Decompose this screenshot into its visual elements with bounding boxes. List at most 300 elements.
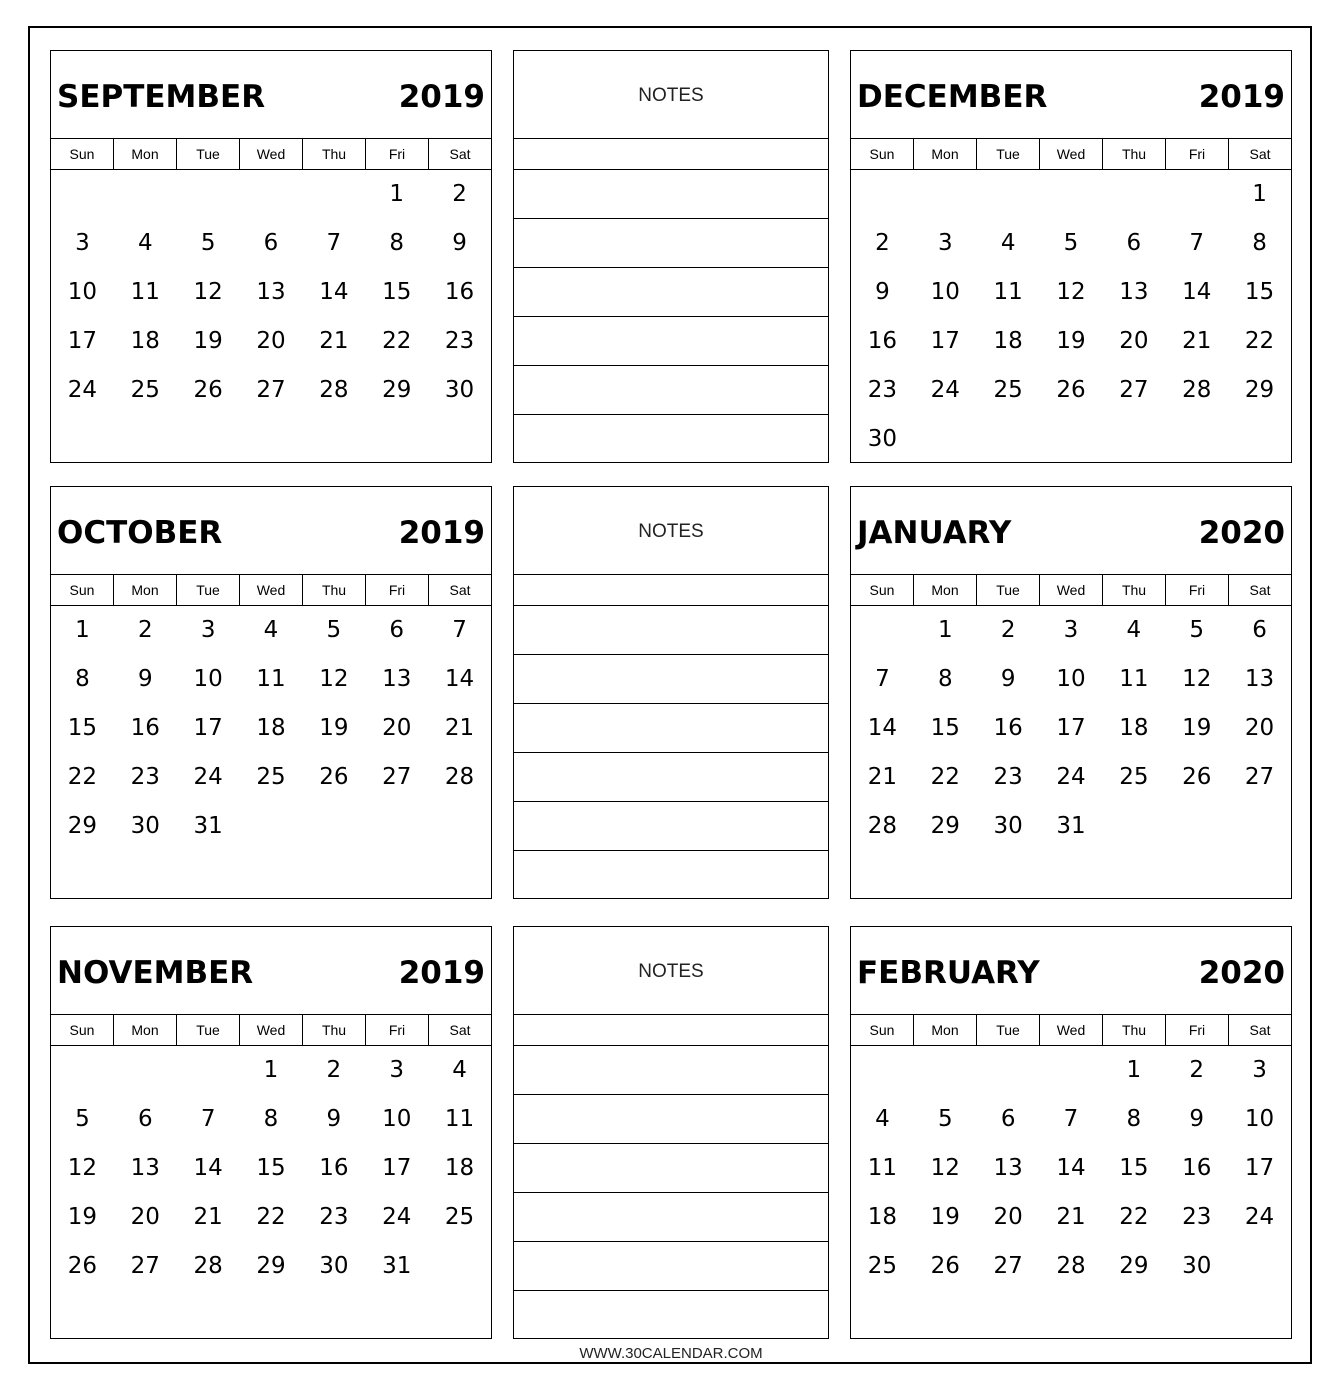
day-cell: 6 <box>1126 230 1142 256</box>
weekday-label: Thu <box>1103 575 1166 605</box>
note-line <box>514 801 828 802</box>
year-label: 2019 <box>1198 79 1285 115</box>
day-cell: 17 <box>1244 1155 1275 1181</box>
day-cell <box>977 170 1040 219</box>
weekday-label: Wed <box>1040 1015 1103 1045</box>
day-cell: 23 <box>867 377 898 403</box>
day-cell: 27 <box>130 1253 160 1279</box>
weekday-label: Fri <box>1166 1015 1229 1045</box>
weekday-label: Tue <box>977 139 1040 169</box>
day-cell: 3 <box>1252 1057 1267 1083</box>
day-cell: 14 <box>1056 1155 1086 1181</box>
day-cell: 20 <box>993 1204 1023 1230</box>
day-cell <box>1228 415 1291 464</box>
day-cell: 10 <box>382 1106 412 1132</box>
calendar-header <box>51 51 491 139</box>
weekday-label: Sat <box>449 146 471 162</box>
day-cell: 10 <box>67 279 98 305</box>
day-cell: 28 <box>193 1253 223 1279</box>
day-cell: 22 <box>1119 1204 1149 1230</box>
day-cell: 14 <box>1182 279 1212 305</box>
calendar-header <box>51 927 491 1015</box>
note-line <box>514 267 828 268</box>
day-cell: 25 <box>130 377 160 403</box>
day-cell: 31 <box>193 813 223 839</box>
weekday-header-row <box>51 575 491 606</box>
day-cell: 8 <box>75 666 90 692</box>
weekday-label: Wed <box>1040 139 1103 169</box>
day-cell: 5 <box>200 230 216 256</box>
day-cell: 18 <box>993 328 1023 354</box>
day-cell: 25 <box>867 1253 898 1279</box>
day-cell: 22 <box>930 764 960 790</box>
day-cell <box>51 170 114 219</box>
notes-panel <box>513 50 829 463</box>
day-cell: 20 <box>256 328 286 354</box>
weekday-header-row <box>51 139 491 170</box>
day-cell: 18 <box>1119 715 1149 741</box>
day-cell <box>302 170 365 219</box>
day-cell: 28 <box>1056 1253 1086 1279</box>
day-cell: 27 <box>993 1253 1023 1279</box>
weekday-label: Wed <box>240 575 303 605</box>
weekday-label: Sun <box>51 1015 114 1045</box>
day-cell: 16 <box>1182 1155 1212 1181</box>
day-cell: 29 <box>382 377 412 403</box>
day-cell: 13 <box>1244 666 1275 692</box>
calendar-header <box>51 487 491 575</box>
day-grid <box>851 1046 1291 1291</box>
month-name: JANUARY <box>857 515 1012 551</box>
day-cell: 7 <box>326 230 342 256</box>
day-cell: 4 <box>875 1106 890 1132</box>
day-cell: 5 <box>1189 617 1205 643</box>
weekday-label: Wed <box>240 1015 303 1045</box>
day-cell: 12 <box>1056 279 1086 305</box>
day-cell: 15 <box>256 1155 286 1181</box>
day-cell: 13 <box>1119 279 1149 305</box>
day-cell: 23 <box>130 764 160 790</box>
day-cell: 24 <box>930 377 960 403</box>
day-grid <box>851 170 1291 464</box>
day-cell: 16 <box>319 1155 349 1181</box>
note-line <box>514 605 828 606</box>
day-cell <box>1165 170 1228 219</box>
note-line <box>514 365 828 366</box>
day-cell: 14 <box>867 715 898 741</box>
day-cell: 9 <box>875 279 890 305</box>
day-cell <box>177 1046 240 1095</box>
weekday-label: Sat <box>1249 582 1271 598</box>
day-cell: 17 <box>1056 715 1086 741</box>
day-cell: 12 <box>319 666 349 692</box>
day-cell: 3 <box>75 230 90 256</box>
day-cell: 22 <box>1244 328 1275 354</box>
day-cell: 5 <box>1063 230 1079 256</box>
note-line <box>514 703 828 704</box>
weekday-label: Mon <box>114 575 177 605</box>
note-line <box>514 1241 828 1242</box>
day-cell: 15 <box>930 715 960 741</box>
day-cell: 17 <box>67 328 98 354</box>
day-cell: 18 <box>256 715 286 741</box>
month-name: DECEMBER <box>857 79 1048 115</box>
day-cell: 28 <box>1182 377 1212 403</box>
day-cell: 28 <box>444 764 475 790</box>
day-cell: 23 <box>993 764 1023 790</box>
day-cell: 1 <box>75 617 90 643</box>
day-cell: 31 <box>1056 813 1086 839</box>
note-line <box>514 414 828 415</box>
notes-header <box>514 51 828 139</box>
day-cell: 9 <box>452 230 467 256</box>
weekday-label: Wed <box>1040 575 1103 605</box>
weekday-label: Sun <box>851 1015 914 1045</box>
day-cell: 23 <box>444 328 475 354</box>
day-cell: 9 <box>326 1106 342 1132</box>
day-cell: 8 <box>389 230 405 256</box>
day-cell: 16 <box>444 279 475 305</box>
weekday-label: Mon <box>914 575 977 605</box>
day-cell: 26 <box>67 1253 98 1279</box>
year-label: 2020 <box>1198 955 1285 991</box>
day-cell: 13 <box>256 279 286 305</box>
day-cell: 19 <box>67 1204 98 1230</box>
day-cell: 2 <box>137 617 153 643</box>
day-cell: 24 <box>1056 764 1086 790</box>
footer-url[interactable]: WWW.30CALENDAR.COM <box>579 1345 763 1362</box>
day-cell: 14 <box>319 279 349 305</box>
note-line <box>514 218 828 219</box>
day-cell: 25 <box>1119 764 1149 790</box>
day-cell: 16 <box>867 328 898 354</box>
day-cell: 10 <box>1244 1106 1275 1132</box>
weekday-label: Sat <box>1249 1022 1271 1038</box>
day-cell: 1 <box>1252 181 1267 207</box>
notes-panel <box>513 926 829 1339</box>
day-cell: 10 <box>1056 666 1086 692</box>
day-cell: 11 <box>1119 666 1149 692</box>
day-cell: 23 <box>319 1204 349 1230</box>
day-cell: 7 <box>1063 1106 1079 1132</box>
day-cell: 24 <box>382 1204 412 1230</box>
day-cell: 29 <box>67 813 98 839</box>
day-cell: 18 <box>867 1204 898 1230</box>
day-cell: 4 <box>1126 617 1142 643</box>
day-cell: 18 <box>444 1155 475 1181</box>
day-cell: 11 <box>867 1155 898 1181</box>
day-cell <box>240 802 303 851</box>
note-line <box>514 654 828 655</box>
day-cell: 27 <box>1119 377 1149 403</box>
weekday-label: Sun <box>51 575 114 605</box>
day-cell: 22 <box>67 764 98 790</box>
day-cell: 14 <box>193 1155 223 1181</box>
day-cell: 5 <box>75 1106 90 1132</box>
day-cell: 24 <box>193 764 223 790</box>
day-cell <box>177 170 240 219</box>
calendar-december <box>850 50 1292 463</box>
weekday-label: Tue <box>177 139 240 169</box>
weekday-label: Tue <box>177 575 240 605</box>
day-cell: 30 <box>319 1253 349 1279</box>
notes-title: NOTES <box>638 961 704 982</box>
day-cell: 8 <box>1252 230 1267 256</box>
month-name: FEBRUARY <box>857 955 1040 991</box>
note-line <box>514 1192 828 1193</box>
day-cell <box>51 1046 114 1095</box>
weekday-label: Fri <box>1166 139 1229 169</box>
day-cell <box>1102 170 1165 219</box>
note-line <box>514 850 828 851</box>
day-cell: 4 <box>1000 230 1016 256</box>
calendar-header <box>851 51 1291 139</box>
weekday-label: Mon <box>114 1015 177 1045</box>
day-cell <box>914 1046 977 1095</box>
weekday-label: Thu <box>1103 139 1166 169</box>
weekday-label: Wed <box>240 139 303 169</box>
day-cell: 14 <box>444 666 475 692</box>
day-cell <box>851 170 914 219</box>
day-cell <box>851 606 914 655</box>
day-grid <box>851 606 1291 851</box>
day-cell: 1 <box>263 1057 279 1083</box>
day-cell: 15 <box>382 279 412 305</box>
day-cell: 17 <box>382 1155 412 1181</box>
day-cell: 2 <box>1000 617 1016 643</box>
notes-panel <box>513 486 829 899</box>
day-grid <box>51 170 491 415</box>
day-cell: 26 <box>319 764 349 790</box>
day-grid <box>51 606 491 851</box>
day-cell: 21 <box>1056 1204 1086 1230</box>
year-label: 2019 <box>398 515 485 551</box>
day-cell: 23 <box>1182 1204 1212 1230</box>
day-cell: 4 <box>452 1057 467 1083</box>
weekday-label: Tue <box>977 575 1040 605</box>
day-cell: 30 <box>867 426 898 452</box>
day-cell: 12 <box>930 1155 960 1181</box>
day-cell: 19 <box>193 328 223 354</box>
day-cell: 29 <box>930 813 960 839</box>
weekday-label: Sat <box>1249 146 1271 162</box>
weekday-label: Fri <box>366 1015 429 1045</box>
day-cell: 10 <box>930 279 960 305</box>
day-cell: 15 <box>67 715 98 741</box>
day-cell: 24 <box>1244 1204 1275 1230</box>
day-cell: 7 <box>875 666 890 692</box>
calendar-september <box>50 50 492 463</box>
day-cell: 11 <box>444 1106 475 1132</box>
weekday-header-row <box>851 575 1291 606</box>
day-cell <box>1102 802 1165 851</box>
day-cell: 21 <box>444 715 475 741</box>
day-cell: 21 <box>867 764 898 790</box>
day-cell: 7 <box>452 617 467 643</box>
day-cell: 1 <box>389 181 405 207</box>
weekday-label: Tue <box>177 1015 240 1045</box>
day-cell: 20 <box>382 715 412 741</box>
day-cell: 4 <box>137 230 153 256</box>
day-cell <box>1165 802 1228 851</box>
day-cell: 4 <box>263 617 279 643</box>
day-cell <box>914 415 977 464</box>
day-cell <box>1040 1046 1103 1095</box>
month-name: NOVEMBER <box>57 955 254 991</box>
calendar-november <box>50 926 492 1339</box>
year-label: 2019 <box>398 79 485 115</box>
day-cell: 28 <box>319 377 349 403</box>
day-cell <box>428 1242 491 1291</box>
day-cell: 6 <box>1252 617 1267 643</box>
day-cell: 19 <box>319 715 349 741</box>
day-cell: 1 <box>1126 1057 1142 1083</box>
day-cell: 26 <box>1182 764 1212 790</box>
day-cell: 6 <box>389 617 405 643</box>
day-cell: 11 <box>993 279 1023 305</box>
calendar-february <box>850 926 1292 1339</box>
day-cell: 21 <box>1182 328 1212 354</box>
weekday-label: Fri <box>366 139 429 169</box>
day-cell: 25 <box>444 1204 475 1230</box>
calendar-header <box>851 487 1291 575</box>
weekday-label: Thu <box>1103 1015 1166 1045</box>
calendar-october <box>50 486 492 899</box>
day-cell <box>1228 1242 1291 1291</box>
day-cell: 18 <box>130 328 160 354</box>
day-cell: 22 <box>256 1204 286 1230</box>
day-cell: 8 <box>263 1106 279 1132</box>
day-cell <box>851 1046 914 1095</box>
note-line <box>514 1094 828 1095</box>
day-cell: 27 <box>1244 764 1275 790</box>
day-cell: 29 <box>1119 1253 1149 1279</box>
day-cell: 2 <box>452 181 467 207</box>
day-cell: 2 <box>326 1057 342 1083</box>
day-cell: 19 <box>1182 715 1212 741</box>
weekday-label: Sat <box>449 582 471 598</box>
weekday-header-row <box>851 139 1291 170</box>
day-cell: 9 <box>1000 666 1016 692</box>
day-cell: 3 <box>937 230 953 256</box>
day-cell: 12 <box>193 279 223 305</box>
day-cell <box>302 802 365 851</box>
calendar-header <box>851 927 1291 1015</box>
day-cell: 26 <box>193 377 223 403</box>
weekday-label: Thu <box>303 1015 366 1045</box>
weekday-label: Fri <box>366 575 429 605</box>
day-cell <box>977 415 1040 464</box>
day-cell: 20 <box>1119 328 1149 354</box>
weekday-label: Mon <box>114 139 177 169</box>
day-cell: 30 <box>444 377 475 403</box>
day-cell: 27 <box>256 377 286 403</box>
weekday-label: Mon <box>914 1015 977 1045</box>
weekday-label: Sun <box>51 139 114 169</box>
day-cell: 9 <box>137 666 153 692</box>
day-cell: 19 <box>1056 328 1086 354</box>
day-cell <box>365 802 428 851</box>
day-cell: 21 <box>193 1204 223 1230</box>
day-cell: 7 <box>1189 230 1205 256</box>
note-line <box>514 1045 828 1046</box>
weekday-label: Sat <box>449 1022 471 1038</box>
day-cell: 5 <box>937 1106 953 1132</box>
day-grid <box>51 1046 491 1291</box>
day-cell <box>1102 415 1165 464</box>
day-cell: 8 <box>1126 1106 1142 1132</box>
day-cell: 12 <box>1182 666 1212 692</box>
note-line <box>514 169 828 170</box>
weekday-header-row <box>851 1015 1291 1046</box>
weekday-label: Thu <box>303 575 366 605</box>
day-cell: 12 <box>67 1155 98 1181</box>
day-cell: 26 <box>930 1253 960 1279</box>
day-cell: 25 <box>256 764 286 790</box>
day-cell <box>1165 415 1228 464</box>
month-name: SEPTEMBER <box>57 79 266 115</box>
day-cell: 9 <box>1189 1106 1205 1132</box>
notes-title: NOTES <box>638 521 704 542</box>
day-cell: 13 <box>130 1155 160 1181</box>
notes-header <box>514 487 828 575</box>
weekday-label: Tue <box>977 1015 1040 1045</box>
day-cell: 31 <box>382 1253 412 1279</box>
day-cell: 21 <box>319 328 349 354</box>
day-cell: 1 <box>937 617 953 643</box>
weekday-label: Thu <box>303 139 366 169</box>
note-line <box>514 752 828 753</box>
day-cell: 29 <box>1244 377 1275 403</box>
day-cell: 6 <box>1000 1106 1016 1132</box>
day-cell: 5 <box>326 617 342 643</box>
weekday-label: Fri <box>1166 575 1229 605</box>
day-cell: 25 <box>993 377 1023 403</box>
day-cell: 8 <box>937 666 953 692</box>
day-cell: 30 <box>1182 1253 1212 1279</box>
calendar-january <box>850 486 1292 899</box>
day-cell: 11 <box>130 279 160 305</box>
notes-title: NOTES <box>638 85 704 106</box>
day-cell: 11 <box>256 666 286 692</box>
day-cell <box>428 802 491 851</box>
day-cell <box>914 170 977 219</box>
day-cell: 6 <box>263 230 279 256</box>
day-cell: 22 <box>382 328 412 354</box>
day-cell: 17 <box>193 715 223 741</box>
day-cell: 6 <box>137 1106 153 1132</box>
day-cell: 10 <box>193 666 223 692</box>
day-cell: 19 <box>930 1204 960 1230</box>
day-cell: 29 <box>256 1253 286 1279</box>
day-cell: 20 <box>1244 715 1275 741</box>
day-cell <box>1040 170 1103 219</box>
day-cell: 3 <box>1063 617 1079 643</box>
day-cell: 15 <box>1244 279 1275 305</box>
day-cell: 30 <box>130 813 160 839</box>
day-cell: 16 <box>130 715 160 741</box>
weekday-label: Mon <box>914 139 977 169</box>
day-cell: 28 <box>867 813 898 839</box>
weekday-label: Sun <box>851 139 914 169</box>
day-cell: 24 <box>67 377 98 403</box>
day-cell: 13 <box>993 1155 1023 1181</box>
day-cell: 27 <box>382 764 412 790</box>
day-cell: 17 <box>930 328 960 354</box>
note-line <box>514 316 828 317</box>
day-cell: 15 <box>1119 1155 1149 1181</box>
day-cell <box>977 1046 1040 1095</box>
